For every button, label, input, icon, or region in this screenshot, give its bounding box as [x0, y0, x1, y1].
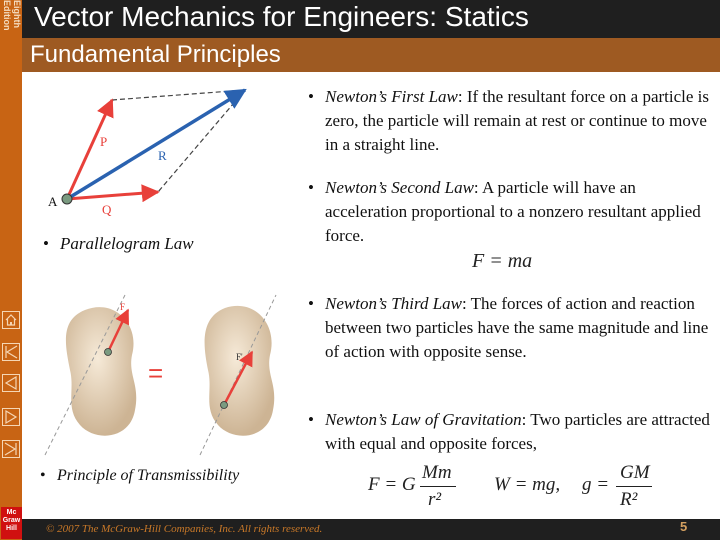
equation-gravitation-lhs: F = G	[368, 474, 416, 495]
label-a: A	[48, 194, 58, 209]
rigid-body-left	[66, 307, 136, 436]
label-f: F	[120, 302, 126, 312]
bullet-second-law: • Newton’s Second Law: A particle will have an acceleration proportional to a nonzero resultant applied force.	[308, 178, 701, 245]
label-f-prime: F'	[236, 352, 243, 362]
equation-g-lhs: g =	[582, 474, 610, 495]
transmissibility-figure	[40, 290, 280, 460]
last-page-icon	[3, 441, 19, 457]
fraction-bar-gravitation	[420, 486, 456, 487]
edition-label: Eighth Edition	[2, 0, 22, 31]
equation-second-law: F = ma	[472, 250, 533, 272]
transmissibility-caption: • Principle of Transmissibility	[40, 467, 240, 484]
rigid-body-right	[205, 306, 275, 436]
mcgraw-hill-logo: Mc Graw Hill	[1, 507, 22, 539]
next-page-button[interactable]	[2, 408, 20, 426]
home-icon	[3, 312, 19, 328]
dashed-side-right	[158, 90, 245, 192]
equation-g-denominator: R²	[620, 489, 638, 510]
equals-sign: =	[148, 358, 164, 388]
last-page-button[interactable]	[2, 440, 20, 458]
page-number: 5	[680, 519, 688, 534]
bullet-third-law: • Newton’s Third Law: The forces of action and reaction between two particles have the same magnitude and line of action with opposite sense.	[308, 294, 709, 361]
fraction-bar-g	[616, 486, 652, 487]
label-r: R	[158, 148, 167, 163]
first-page-icon	[3, 344, 19, 360]
dashed-side-top	[112, 90, 245, 100]
parallelogram-law-figure	[40, 82, 260, 222]
label-p: P	[100, 134, 108, 149]
previous-page-icon	[3, 375, 19, 391]
equation-gravitation-denominator: r²	[428, 489, 442, 510]
bullet-first-law: • Newton’s First Law: If the resultant force on a particle is zero, the particle will remain at rest or continue to move in a straight line.	[308, 87, 710, 154]
equation-weight: W = mg,	[494, 474, 561, 495]
equation-g-numerator: GM	[620, 462, 650, 483]
slide-subtitle: Fundamental Principles	[30, 41, 281, 68]
slide-title: Vector Mechanics for Engineers: Statics	[34, 1, 529, 32]
first-page-button[interactable]	[2, 343, 20, 361]
bullet-gravitation-law: • Newton’s Law of Gravitation: Two particles are attracted with equal and opposite forces,	[308, 410, 710, 453]
equation-gravitation-numerator: Mm	[422, 462, 452, 483]
point-of-application-right	[221, 402, 228, 409]
previous-page-button[interactable]	[2, 374, 20, 392]
home-button[interactable]	[2, 311, 20, 329]
next-page-icon	[3, 409, 19, 425]
point-of-application-left	[105, 349, 112, 356]
label-q: Q	[102, 202, 112, 217]
sidebar	[0, 0, 22, 540]
parallelogram-caption: • Parallelogram Law	[43, 234, 194, 253]
vector-r	[67, 90, 245, 199]
copyright-notice: © 2007 The McGraw-Hill Companies, Inc. All rights reserved.	[46, 523, 323, 535]
particle-a	[62, 194, 72, 204]
vector-q	[67, 192, 158, 199]
